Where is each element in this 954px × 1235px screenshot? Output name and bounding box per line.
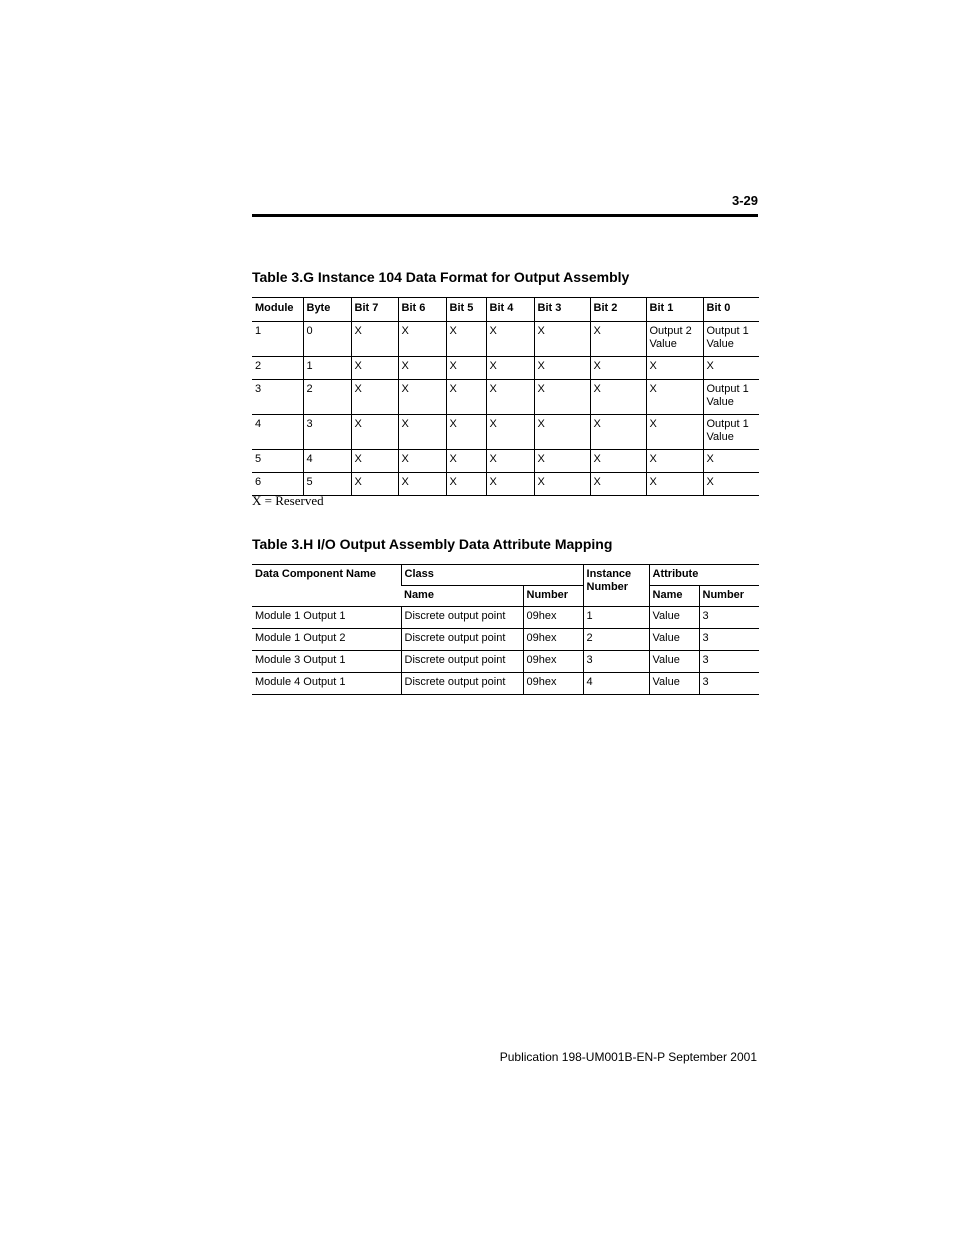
table-cell: 4 [303, 450, 351, 473]
table-cell: 1 [583, 607, 649, 629]
table-cell: X [446, 450, 486, 473]
col-header-data-component-name: Data Component Name [252, 565, 401, 607]
table-cell: X [646, 450, 703, 473]
table-cell: Discrete output point [401, 651, 523, 673]
table-cell: X [590, 450, 646, 473]
table-cell: X [446, 473, 486, 496]
table-row [252, 357, 759, 380]
table-cell: 4 [583, 673, 649, 695]
table-cell: X [398, 322, 446, 357]
table-cell: X [351, 415, 398, 450]
table-cell: Value [649, 651, 699, 673]
table-cell: X [534, 415, 590, 450]
table-cell: X [351, 380, 398, 415]
col-header-byte: Byte [303, 298, 351, 322]
table-h-caption: Table 3.H I/O Output Assembly Data Attribute Mapping [252, 536, 613, 552]
table-cell: X [534, 357, 590, 380]
table-cell: X [351, 450, 398, 473]
table-cell: Output 1 Value [703, 415, 759, 450]
table-cell: Value [649, 673, 699, 695]
col-header-attribute-name: Name [649, 586, 699, 607]
table-cell: 2 [583, 629, 649, 651]
table-cell: 1 [303, 357, 351, 380]
table-cell: X [398, 450, 446, 473]
table-cell: X [351, 473, 398, 496]
col-header-bit6: Bit 6 [398, 298, 446, 322]
table-cell: 5 [303, 473, 351, 496]
table-cell: Output 2 Value [646, 322, 703, 357]
table-cell: X [590, 322, 646, 357]
col-header-bit7: Bit 7 [351, 298, 398, 322]
table-cell: X [446, 380, 486, 415]
table-cell: X [534, 450, 590, 473]
table-cell: X [534, 322, 590, 357]
table-cell: Module 1 Output 1 [252, 607, 401, 629]
table-cell: X [534, 380, 590, 415]
table-h-attribute-mapping [252, 564, 759, 695]
col-header-class-name: Name [401, 586, 523, 607]
col-header-instance-number: Instance Number [583, 565, 649, 607]
table-cell: X [398, 380, 446, 415]
table-cell: X [398, 473, 446, 496]
col-header-bit1: Bit 1 [646, 298, 703, 322]
header-rule [252, 214, 758, 217]
col-header-class-number: Number [523, 586, 583, 607]
table-cell: Value [649, 607, 699, 629]
table-cell: X [646, 415, 703, 450]
table-cell: Module 3 Output 1 [252, 651, 401, 673]
table-cell: X [398, 415, 446, 450]
col-header-bit5: Bit 5 [446, 298, 486, 322]
table-row [252, 607, 759, 629]
table-cell: X [351, 322, 398, 357]
table-cell: 4 [252, 415, 303, 450]
table-cell: 3 [699, 673, 759, 695]
col-header-bit3: Bit 3 [534, 298, 590, 322]
table-cell: 09hex [523, 651, 583, 673]
table-row [252, 450, 759, 473]
table-cell: Output 1 Value [703, 380, 759, 415]
col-header-class: Class [401, 565, 583, 586]
table-cell: Value [649, 629, 699, 651]
table-cell: 5 [252, 450, 303, 473]
table-h-header-row [252, 565, 759, 586]
table-row [252, 322, 759, 357]
table-cell: Module 4 Output 1 [252, 673, 401, 695]
table-cell: X [351, 357, 398, 380]
table-row [252, 629, 759, 651]
table-g-caption: Table 3.G Instance 104 Data Format for Output Assembly [252, 269, 630, 285]
table-cell: 3 [303, 415, 351, 450]
table-cell: 09hex [523, 607, 583, 629]
col-header-bit2: Bit 2 [590, 298, 646, 322]
table-row [252, 673, 759, 695]
table-cell: 09hex [523, 629, 583, 651]
col-header-attribute-number: Number [699, 586, 759, 607]
table-cell: X [486, 380, 534, 415]
table-cell: 2 [303, 380, 351, 415]
table-cell: 0 [303, 322, 351, 357]
table-cell: Output 1 Value [703, 322, 759, 357]
table-cell: X [646, 380, 703, 415]
table-g-header-row [252, 298, 759, 322]
table-cell: 3 [699, 629, 759, 651]
table-row [252, 473, 759, 496]
table-cell: Discrete output point [401, 607, 523, 629]
page-number: 3-29 [731, 193, 758, 208]
table-cell: X [590, 473, 646, 496]
table-cell: X [486, 357, 534, 380]
col-header-bit4: Bit 4 [486, 298, 534, 322]
table-cell: X [398, 357, 446, 380]
table-cell: Discrete output point [401, 629, 523, 651]
table-cell: X [486, 322, 534, 357]
table-cell: X [703, 473, 759, 496]
table-cell: X [646, 473, 703, 496]
table-cell: X [446, 357, 486, 380]
table-row [252, 651, 759, 673]
publication-footer: Publication 198-UM001B-EN-P September 2001 [499, 1050, 757, 1064]
table-cell: X [590, 380, 646, 415]
table-cell: 6 [252, 473, 303, 496]
table-cell: Module 1 Output 2 [252, 629, 401, 651]
table-cell: 09hex [523, 673, 583, 695]
table-cell: X [703, 357, 759, 380]
table-g-footnote: X = Reserved [252, 493, 324, 508]
table-cell: X [590, 357, 646, 380]
table-cell: X [703, 450, 759, 473]
table-cell: Discrete output point [401, 673, 523, 695]
table-cell: 1 [252, 322, 303, 357]
table-cell: X [486, 415, 534, 450]
table-cell: X [486, 473, 534, 496]
table-cell: X [486, 450, 534, 473]
table-cell: X [446, 415, 486, 450]
table-row [252, 380, 759, 415]
col-header-attribute: Attribute [649, 565, 759, 586]
table-cell: X [646, 357, 703, 380]
table-cell: X [534, 473, 590, 496]
col-header-bit0: Bit 0 [703, 298, 759, 322]
col-header-module: Module [252, 298, 303, 322]
table-cell: X [446, 322, 486, 357]
table-cell: X [590, 415, 646, 450]
table-g-data-format [252, 297, 759, 496]
table-cell: 3 [583, 651, 649, 673]
table-cell: 3 [699, 651, 759, 673]
table-cell: 2 [252, 357, 303, 380]
table-cell: 3 [699, 607, 759, 629]
table-row [252, 415, 759, 450]
table-cell: 3 [252, 380, 303, 415]
